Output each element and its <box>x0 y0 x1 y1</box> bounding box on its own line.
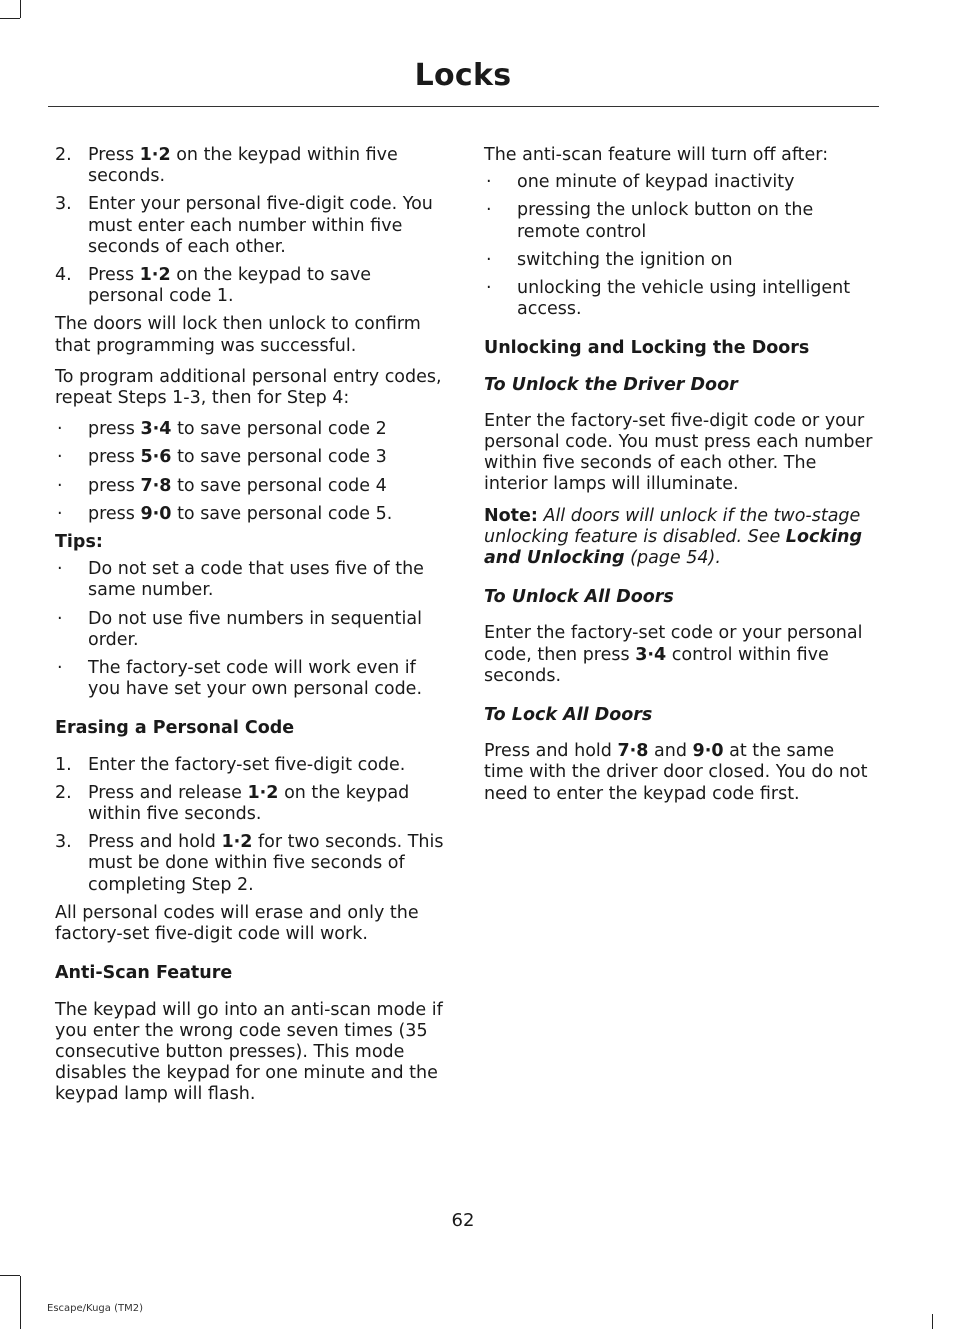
paragraph: The doors will lock then unlock to confirm that programming was successful. <box>55 314 421 356</box>
paragraph: The anti-scan feature will turn off after: <box>484 145 829 165</box>
right-column <box>484 145 876 815</box>
bullet-icon: · <box>486 172 492 193</box>
bullet-icon: · <box>57 503 63 524</box>
page-title: Locks <box>414 58 512 93</box>
subsection-heading: To Unlock the Driver Door <box>484 374 738 395</box>
bullet-icon: · <box>57 608 63 629</box>
list-item: · press 3·4 to save personal code 2 <box>57 419 387 440</box>
paragraph: The keypad will go into an anti-scan mode if you enter the wrong code seven times (35 consecutive button presses). This mode disables the keypad for one minute and the keypad lamp will flash. <box>55 999 443 1105</box>
crop-mark <box>932 1314 933 1329</box>
key-label: 9·0 <box>140 503 172 524</box>
list-item: 2. Press and release 1·2 on the keypad within five seconds. <box>55 782 410 825</box>
list-item: · press 7·8 to save personal code 4 <box>57 475 387 496</box>
model-label: Escape/Kuga (TM2) <box>47 1303 143 1314</box>
list-item: 4. Press 1·2 on the keypad to save personal code 1. <box>55 265 372 307</box>
bullet-icon: · <box>57 419 63 440</box>
list-item: · unlocking the vehicle using intelligent access. <box>486 278 851 320</box>
key-label: 1·2 <box>139 265 171 286</box>
key-label: 3·4 <box>140 419 172 440</box>
paragraph: To program additional personal entry codes, repeat Steps 1-3, then for Step 4: <box>55 366 442 409</box>
paragraph: Enter the factory-set five-digit code or your personal code. You must press each number within five seconds of each other. The interior lamps will illuminate. <box>484 410 873 495</box>
section-heading: Erasing a Personal Code <box>55 718 295 739</box>
list-item: · switching the ignition on <box>486 249 733 270</box>
bullet-icon: · <box>57 658 63 679</box>
note-label: Note: <box>484 505 538 526</box>
bullet-icon: · <box>486 200 492 221</box>
paragraph: All personal codes will erase and only the factory-set five-digit code will work. <box>55 902 419 945</box>
page-number: 62 <box>451 1210 475 1231</box>
bullet-list-anti-scan-off <box>484 172 876 320</box>
numbered-steps-programming <box>55 145 447 307</box>
list-item: · press 5·6 to save personal code 3 <box>57 447 387 468</box>
key-label: 1·2 <box>139 145 171 165</box>
crop-mark <box>20 0 21 18</box>
list-item: 1. Enter the factory-set five-digit code. <box>55 754 406 775</box>
list-item: · Do not set a code that uses five of the same number. <box>57 559 424 601</box>
list-item: · Do not use five numbers in sequential order. <box>57 608 422 650</box>
list-item: 2. Press 1·2 on the keypad within five seconds. <box>55 145 398 187</box>
bullet-icon: · <box>486 249 492 270</box>
section-heading: Unlocking and Locking the Doors <box>484 338 810 359</box>
key-label: 7·8 <box>617 741 649 762</box>
left-column <box>55 145 447 1116</box>
paragraph: Press and hold 7·8 and 9·0 at the same time with the driver door closed. You do not need to enter the keypad code first. <box>484 741 868 804</box>
key-label: 1·2 <box>247 782 279 803</box>
bullet-list-press <box>55 419 447 525</box>
cross-reference-link[interactable]: Locking and Unlocking <box>484 526 862 569</box>
crop-mark <box>0 18 20 19</box>
crop-mark <box>0 1275 20 1276</box>
key-label: 5·6 <box>140 447 172 468</box>
subsection-heading: To Unlock All Doors <box>484 587 674 608</box>
list-item: 3. Enter your personal five-digit code. You must enter each number within five seconds of each other. <box>55 194 433 257</box>
bullet-icon: · <box>57 559 63 580</box>
paragraph: Enter the factory-set code or your personal code, then press 3·4 control within five seconds. <box>484 623 863 686</box>
bullet-icon: · <box>57 447 63 468</box>
list-item: · The factory-set code will work even if you have set your own personal code. <box>57 658 423 700</box>
header-rule <box>48 106 879 107</box>
bullet-icon: · <box>486 278 492 299</box>
crop-mark <box>20 1276 21 1329</box>
list-item: · pressing the unlock button on the remote control <box>486 200 814 242</box>
key-label: 7·8 <box>140 475 172 496</box>
numbered-steps-erase <box>55 755 447 896</box>
subsection-heading: To Lock All Doors <box>484 705 653 726</box>
key-label: 1·2 <box>221 832 253 853</box>
list-item: · press 9·0 to save personal code 5. <box>57 503 393 524</box>
bullet-icon: · <box>57 475 63 496</box>
list-item: 3. Press and hold 1·2 for two seconds. This must be done within five seconds of completing Step 2. <box>55 832 444 895</box>
bullet-list-tips <box>55 559 447 700</box>
key-label: 9·0 <box>692 741 724 762</box>
section-heading: Anti-Scan Feature <box>55 963 233 984</box>
list-item: · one minute of keypad inactivity <box>486 172 795 193</box>
tips-heading: Tips: <box>55 532 103 553</box>
key-label: 3·4 <box>635 644 667 665</box>
note: Note: All doors will unlock if the two-stage unlocking feature is disabled. See Locking and Unlocking (page 54). <box>484 505 862 569</box>
